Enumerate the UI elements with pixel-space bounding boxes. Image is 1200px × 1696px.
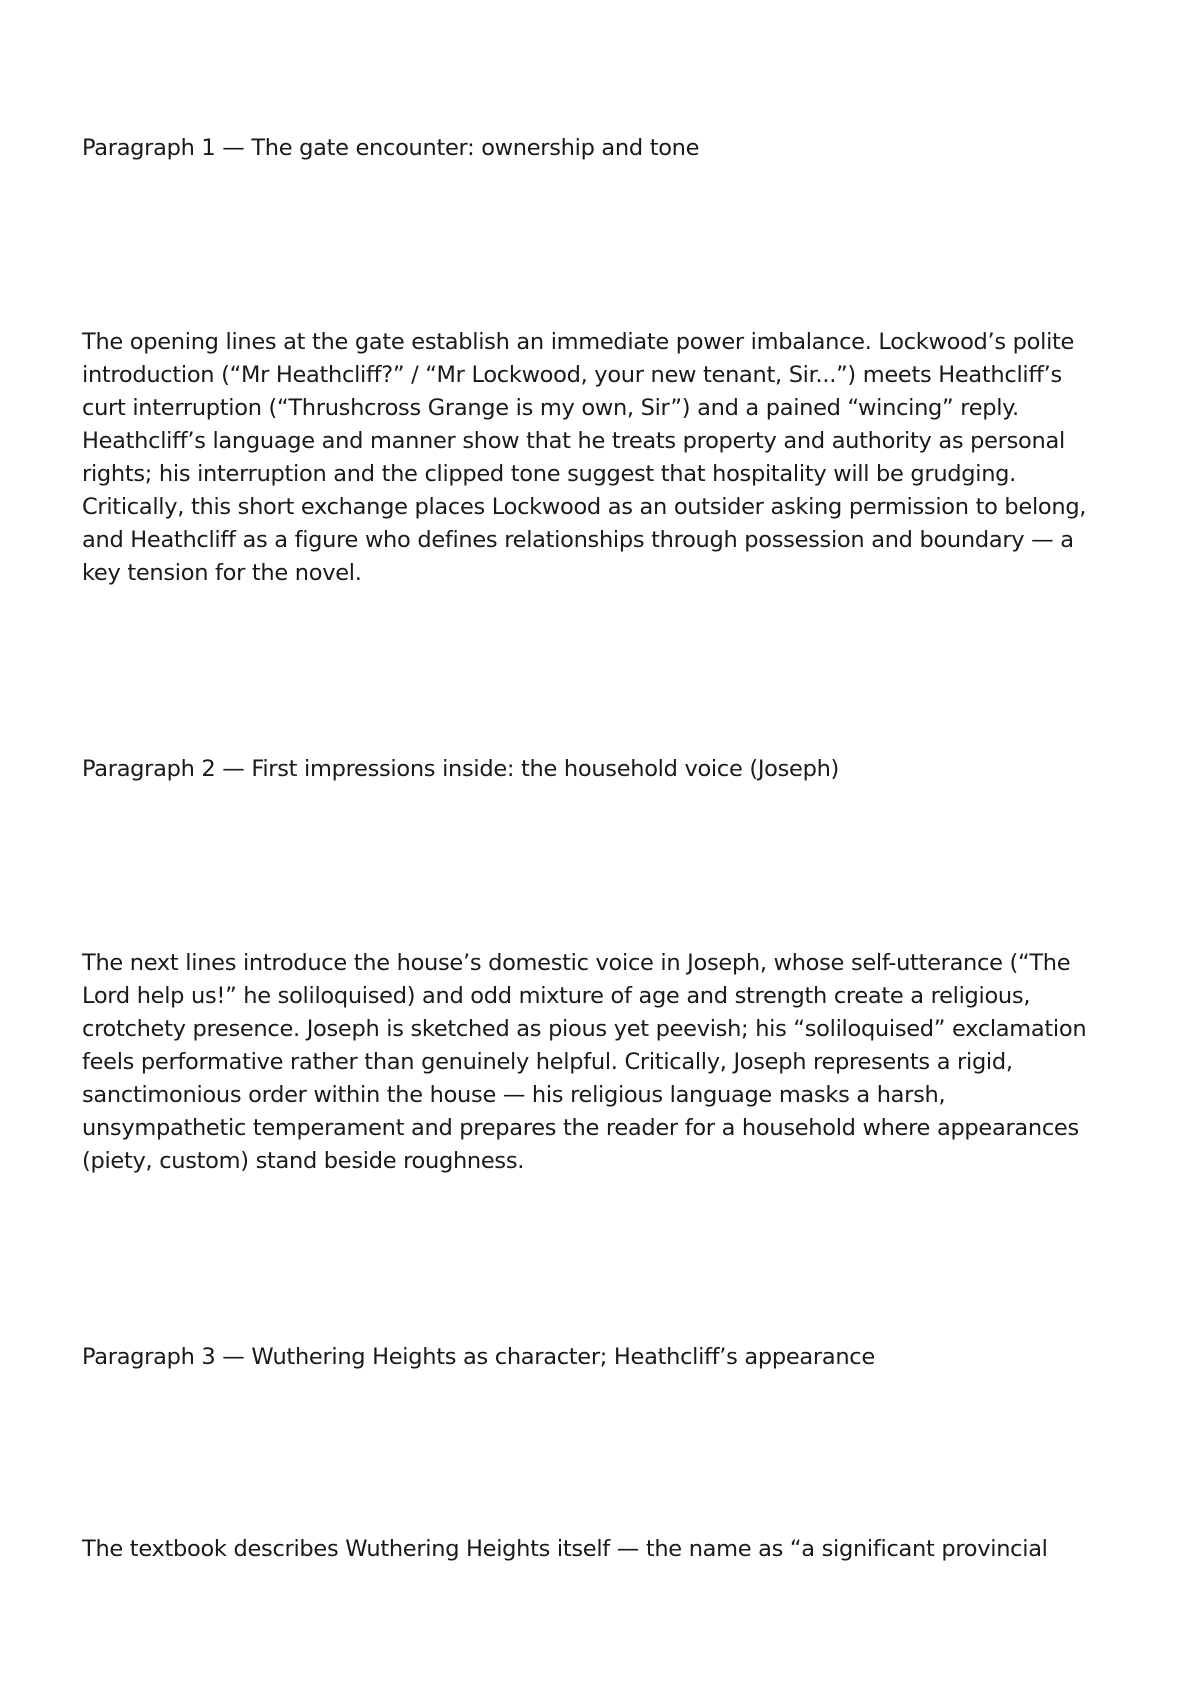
paragraph-2-line: crotchety presence. Joseph is sketched as pious yet peevish; his “soliloquised” exclamation (82, 1016, 1087, 1042)
paragraph-2-line: sanctimonious order within the house — his religious language masks a harsh, (82, 1082, 946, 1108)
paragraph-3-body (82, 1533, 1142, 1566)
paragraph-2-heading: Paragraph 2 — First impressions inside: the household voice (Joseph) (82, 756, 840, 782)
paragraph-1-line: Heathcliff’s language and manner show that he treats property and authority as personal (82, 428, 1065, 454)
paragraph-2-line: unsympathetic temperament and prepares the reader for a household where appearances (82, 1115, 1079, 1141)
paragraph-3-heading: Paragraph 3 — Wuthering Heights as character; Heathcliff’s appearance (82, 1344, 875, 1370)
paragraph-2-line: Lord help us!” he soliloquised) and odd mixture of age and strength create a religious, (82, 983, 1031, 1009)
paragraph-1-line: curt interruption (“Thrushcross Grange is my own, Sir”) and a pained “wincing” reply. (82, 395, 1019, 421)
paragraph-1-line: Critically, this short exchange places Lockwood as an outsider asking permission to belong, (82, 494, 1087, 520)
paragraph-1-body (82, 326, 1142, 590)
paragraph-2-line: The next lines introduce the house’s domestic voice in Joseph, whose self-utterance (“The (82, 950, 1071, 976)
paragraph-1-line: The opening lines at the gate establish an immediate power imbalance. Lockwood’s polite (82, 329, 1075, 355)
paragraph-1-line: and Heathcliff as a figure who defines relationships through possession and boundary — a (82, 527, 1074, 553)
paragraph-2-line: (piety, custom) stand beside roughness. (82, 1148, 525, 1174)
paragraph-3-line: The textbook describes Wuthering Heights itself — the name as “a significant provincial (82, 1536, 1048, 1562)
paragraph-2-body (82, 947, 1142, 1178)
paragraph-2-line: feels performative rather than genuinely helpful. Critically, Joseph represents a rigid, (82, 1049, 1013, 1075)
paragraph-1-line: rights; his interruption and the clipped tone suggest that hospitality will be grudging. (82, 461, 1017, 487)
paragraph-1-heading: Paragraph 1 — The gate encounter: ownership and tone (82, 135, 700, 161)
paragraph-1-line: key tension for the novel. (82, 560, 362, 586)
paragraph-1-line: introduction (“Mr Heathcliff?” / “Mr Lockwood, your new tenant, Sir...”) meets Heathcliff’s (82, 362, 1062, 388)
